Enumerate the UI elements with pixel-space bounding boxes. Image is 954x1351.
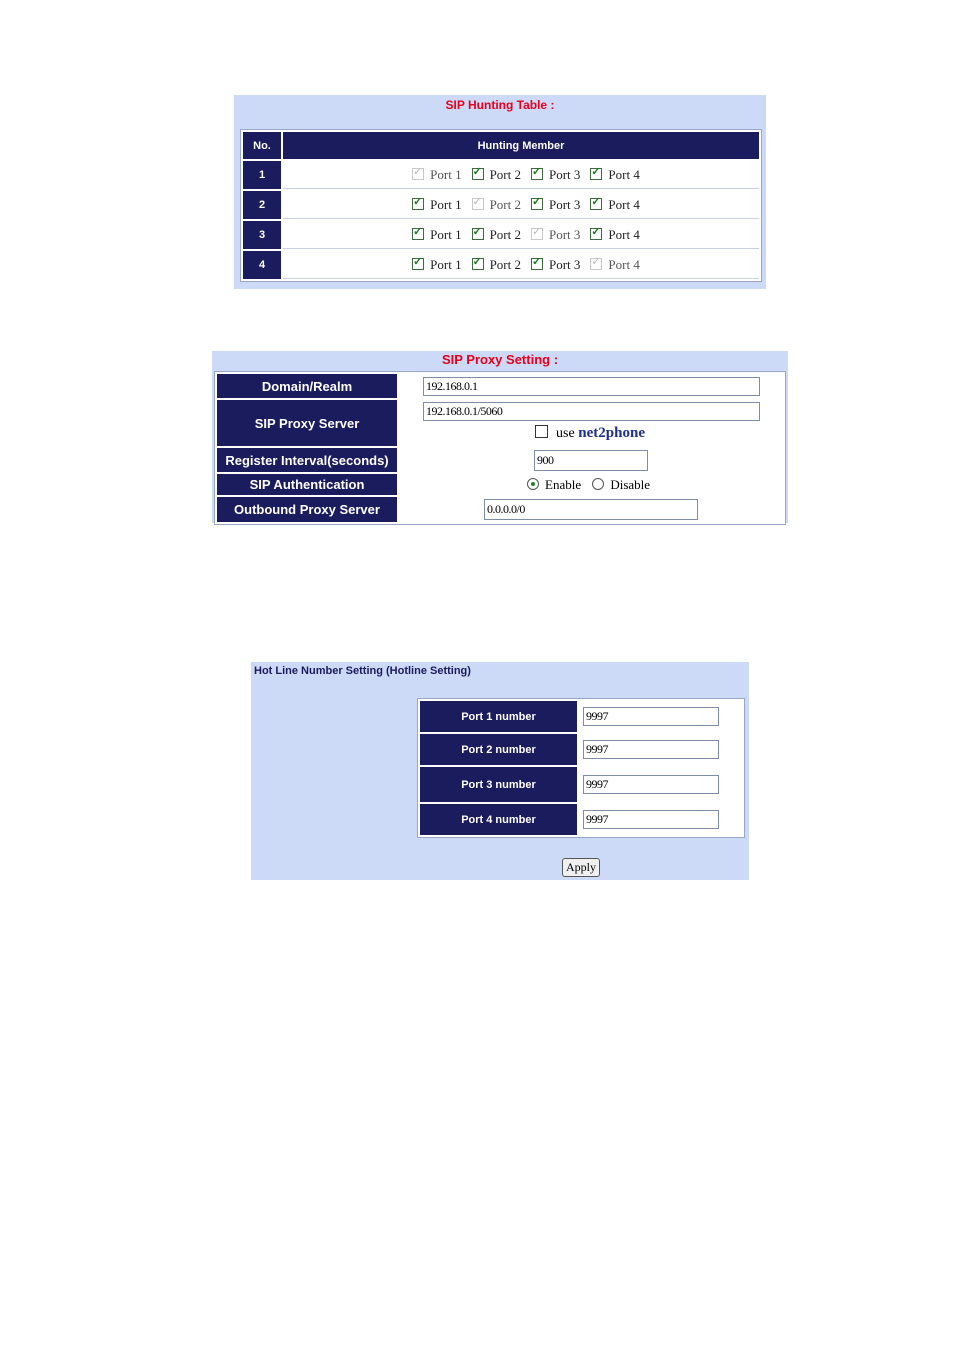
hunting-row-no: 1 bbox=[243, 161, 281, 189]
port2-checkbox[interactable] bbox=[472, 258, 484, 270]
port2-checkbox[interactable] bbox=[472, 168, 484, 180]
hunting-row bbox=[243, 191, 759, 219]
hunting-row bbox=[243, 251, 759, 279]
use-label: use bbox=[556, 426, 575, 441]
port4-number-label: Port 4 number bbox=[420, 804, 577, 835]
hunting-row-members bbox=[283, 251, 759, 279]
port2-label: Port 2 bbox=[489, 226, 521, 242]
hunting-row bbox=[243, 161, 759, 189]
port4-checkbox[interactable] bbox=[590, 168, 602, 180]
port3-checkbox bbox=[531, 228, 543, 240]
hotline-title: Hot Line Number Setting (Hotline Setting) bbox=[254, 665, 471, 677]
domain-label: Domain/Realm bbox=[217, 374, 397, 398]
hunting-row-no: 3 bbox=[243, 221, 281, 249]
port1-number-label: Port 1 number bbox=[420, 701, 577, 732]
auth-disable-radio[interactable] bbox=[592, 478, 604, 490]
port3-checkbox[interactable] bbox=[531, 198, 543, 210]
port1-checkbox[interactable] bbox=[412, 258, 424, 270]
port1-checkbox bbox=[412, 168, 424, 180]
port4-checkbox[interactable] bbox=[590, 228, 602, 240]
port2-checkbox[interactable] bbox=[472, 228, 484, 240]
net2phone-logo: net2phone bbox=[578, 425, 645, 441]
outbound-proxy-input[interactable] bbox=[484, 499, 698, 520]
port4-label: Port 4 bbox=[608, 226, 640, 242]
port1-label: Port 1 bbox=[430, 166, 462, 182]
port1-number-input[interactable] bbox=[583, 707, 719, 726]
port4-checkbox[interactable] bbox=[590, 198, 602, 210]
port1-label: Port 1 bbox=[430, 196, 462, 212]
port4-label: Port 4 bbox=[608, 256, 640, 272]
auth-enable-radio[interactable] bbox=[527, 478, 539, 490]
port2-number-input[interactable] bbox=[583, 740, 719, 759]
port3-number-input[interactable] bbox=[583, 775, 719, 794]
outbound-proxy-label: Outbound Proxy Server bbox=[217, 497, 397, 522]
register-interval-input[interactable] bbox=[534, 450, 648, 471]
proxy-table bbox=[214, 371, 786, 525]
port3-checkbox[interactable] bbox=[531, 258, 543, 270]
port4-label: Port 4 bbox=[608, 166, 640, 182]
hunting-row-members bbox=[283, 161, 759, 189]
port3-label: Port 3 bbox=[549, 196, 581, 212]
port4-number-input[interactable] bbox=[583, 810, 719, 829]
port4-label: Port 4 bbox=[608, 196, 640, 212]
register-interval-label: Register Interval(seconds) bbox=[217, 448, 397, 472]
hunting-row-no: 2 bbox=[243, 191, 281, 219]
port2-label: Port 2 bbox=[489, 256, 521, 272]
port3-checkbox[interactable] bbox=[531, 168, 543, 180]
port2-label: Port 2 bbox=[489, 166, 521, 182]
port3-number-label: Port 3 number bbox=[420, 767, 577, 802]
hunting-row bbox=[243, 221, 759, 249]
port2-label: Port 2 bbox=[489, 196, 521, 212]
use-net2phone-checkbox[interactable] bbox=[535, 425, 548, 438]
port2-number-label: Port 2 number bbox=[420, 734, 577, 765]
hunting-row-no: 4 bbox=[243, 251, 281, 279]
port1-label: Port 1 bbox=[430, 226, 462, 242]
hotline-table bbox=[417, 698, 745, 838]
port2-checkbox bbox=[472, 198, 484, 210]
port1-checkbox[interactable] bbox=[412, 228, 424, 240]
port3-label: Port 3 bbox=[549, 226, 581, 242]
hotline-panel bbox=[251, 662, 749, 880]
sip-proxy-panel bbox=[212, 351, 788, 523]
sip-hunting-panel bbox=[234, 95, 766, 289]
port1-checkbox[interactable] bbox=[412, 198, 424, 210]
port3-label: Port 3 bbox=[549, 256, 581, 272]
port4-checkbox bbox=[590, 258, 602, 270]
sip-authentication-label: SIP Authentication bbox=[217, 474, 397, 495]
auth-enable-label: Enable bbox=[545, 476, 582, 492]
sip-proxy-server-input[interactable] bbox=[423, 402, 760, 421]
hunting-row-members bbox=[283, 191, 759, 219]
auth-disable-label: Disable bbox=[610, 476, 651, 492]
hunting-title: SIP Hunting Table : bbox=[445, 98, 555, 112]
hunting-col-member: Hunting Member bbox=[283, 132, 759, 159]
port1-label: Port 1 bbox=[430, 256, 462, 272]
proxy-title: SIP Proxy Setting : bbox=[441, 352, 559, 367]
hunting-col-no: No. bbox=[243, 132, 281, 159]
domain-input[interactable] bbox=[423, 377, 760, 396]
port3-label: Port 3 bbox=[549, 166, 581, 182]
hunting-table bbox=[240, 129, 762, 282]
sip-proxy-server-label: SIP Proxy Server bbox=[217, 400, 397, 446]
hunting-row-members bbox=[283, 221, 759, 249]
apply-button[interactable]: Apply bbox=[562, 858, 600, 877]
